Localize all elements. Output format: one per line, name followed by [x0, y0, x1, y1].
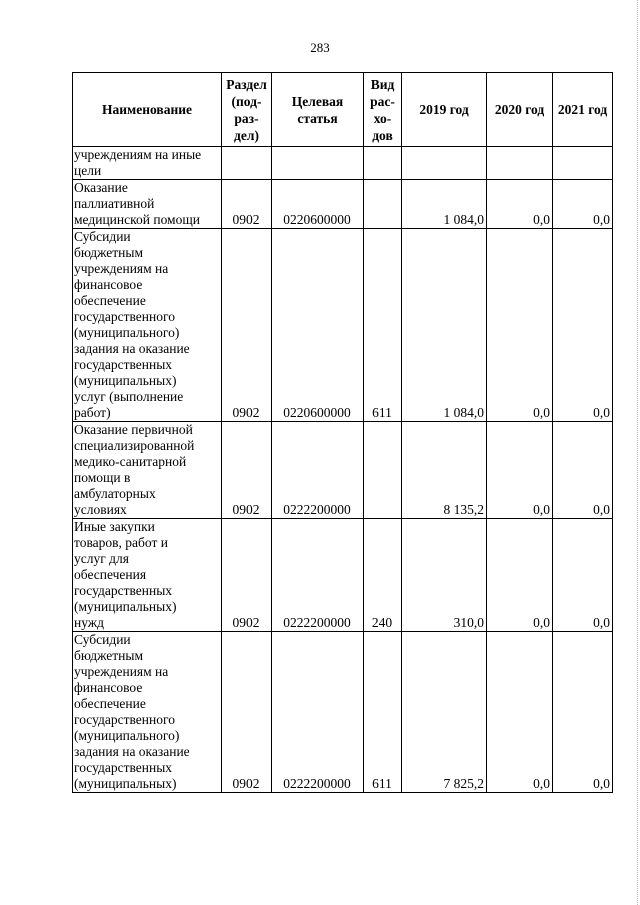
row-name-line: Оказание: [74, 180, 128, 195]
row-2020: 0,0: [487, 229, 553, 422]
row-name-line: Субсидии: [74, 229, 131, 244]
table-row: [73, 147, 613, 180]
row-name-line: услуг (выполнение: [74, 389, 184, 404]
row-2021: 0,0: [553, 180, 613, 229]
row-name-line: государственных: [74, 583, 173, 598]
row-2019: 7 825,2: [402, 632, 487, 793]
row-name-line: обеспечение: [74, 293, 146, 308]
row-name: [73, 422, 222, 519]
header-section-line: (под-: [231, 93, 262, 109]
row-expense: 611: [364, 632, 402, 793]
row-name-line: медико-санитарной: [74, 454, 187, 469]
row-2020: 0,0: [487, 180, 553, 229]
row-target: 0220600000: [272, 229, 364, 422]
table-row: [73, 632, 613, 793]
header-section-line: раз-: [234, 110, 259, 126]
row-name-line: (муниципальных): [74, 776, 177, 791]
header-row: [73, 73, 613, 147]
row-name-line: финансовое: [74, 680, 143, 695]
row-2020: 0,0: [487, 519, 553, 632]
header-expense-line: хо-: [373, 110, 392, 126]
row-name-line: специализированной: [74, 438, 195, 453]
table-row: [73, 519, 613, 632]
row-2019: 1 084,0: [402, 180, 487, 229]
row-name-line: учреждениям на: [74, 664, 169, 679]
row-name-line: товаров, работ и: [74, 535, 168, 550]
row-2020: [487, 147, 553, 180]
row-2019: 8 135,2: [402, 422, 487, 519]
header-section-line: дел): [234, 127, 259, 143]
row-name-line: паллиативной: [74, 196, 155, 211]
row-section: 0902: [222, 519, 272, 632]
scan-edge: [636, 0, 638, 905]
row-section: 0902: [222, 422, 272, 519]
row-2021: [553, 147, 613, 180]
row-section: 0902: [222, 229, 272, 422]
row-name-line: обеспечение: [74, 696, 146, 711]
row-target: 0222200000: [272, 519, 364, 632]
row-name-line: учреждениям на: [74, 261, 169, 276]
header-2020: 2020 год: [487, 73, 553, 147]
row-name-line: медицинской помощи: [74, 212, 200, 227]
row-2019: 310,0: [402, 519, 487, 632]
row-expense: [364, 422, 402, 519]
row-name-line: амбулаторных: [74, 486, 156, 501]
row-expense: [364, 147, 402, 180]
row-expense: 240: [364, 519, 402, 632]
row-target: 0220600000: [272, 180, 364, 229]
row-name: [73, 519, 222, 632]
header-expense: [364, 73, 402, 147]
row-2019: 1 084,0: [402, 229, 487, 422]
row-2021: 0,0: [553, 632, 613, 793]
row-name-line: помощи в: [74, 470, 131, 485]
header-expense-line: Вид: [370, 76, 395, 92]
row-name-line: государственных: [74, 357, 173, 372]
header-target-line: Целевая: [291, 93, 344, 109]
row-expense: [364, 180, 402, 229]
row-name-line: задания на оказание: [74, 341, 190, 356]
header-section: [222, 73, 272, 147]
row-name: [73, 147, 222, 180]
row-name-line: (муниципального): [74, 325, 180, 340]
row-section: 0902: [222, 632, 272, 793]
header-target-line: статья: [297, 110, 338, 126]
page-number: 283: [310, 40, 330, 55]
header-expense-line: рас-: [370, 93, 395, 109]
header-name: Наименование: [73, 73, 222, 147]
row-name-line: (муниципальных): [74, 373, 177, 388]
row-2021: 0,0: [553, 519, 613, 632]
row-target: 0222200000: [272, 422, 364, 519]
row-expense: 611: [364, 229, 402, 422]
row-section: 0902: [222, 180, 272, 229]
row-2020: 0,0: [487, 632, 553, 793]
row-name-line: Иные закупки: [74, 519, 155, 534]
row-target: 0222200000: [272, 632, 364, 793]
header-target: [272, 73, 364, 147]
row-name-line: работ): [74, 405, 111, 420]
header-2019: 2019 год: [402, 73, 487, 147]
row-2021: 0,0: [553, 229, 613, 422]
row-name-line: условиях: [74, 502, 127, 517]
row-name-line: обеспечения: [74, 567, 147, 582]
header-section-line: Раздел: [226, 76, 267, 92]
row-name-line: бюджетным: [74, 648, 144, 663]
row-name: [73, 229, 222, 422]
header-2021: 2021 год: [553, 73, 613, 147]
row-name-line: государственных: [74, 760, 173, 775]
table-row: [73, 229, 613, 422]
table-row: [73, 180, 613, 229]
row-name: [73, 632, 222, 793]
row-name-line: нужд: [74, 615, 104, 630]
row-name-line: (муниципального): [74, 728, 180, 743]
row-name-line: услуг для: [74, 551, 129, 566]
row-name-line: государственного: [74, 712, 175, 727]
row-name-line: Субсидии: [74, 632, 131, 647]
row-name-line: государственного: [74, 309, 175, 324]
table-row: [73, 422, 613, 519]
row-name-line: бюджетным: [74, 245, 144, 260]
row-name-line: учреждениям на иные: [74, 147, 202, 162]
row-target: [272, 147, 364, 180]
budget-table: [72, 72, 613, 793]
row-name-line: (муниципальных): [74, 599, 177, 614]
row-name-line: Оказание первичной: [74, 422, 193, 437]
row-name-line: финансовое: [74, 277, 143, 292]
row-2020: 0,0: [487, 422, 553, 519]
row-name: [73, 180, 222, 229]
header-expense-line: дов: [372, 127, 393, 143]
row-2019: [402, 147, 487, 180]
row-name-line: цели: [74, 163, 102, 178]
row-section: [222, 147, 272, 180]
row-2021: 0,0: [553, 422, 613, 519]
row-name-line: задания на оказание: [74, 744, 190, 759]
